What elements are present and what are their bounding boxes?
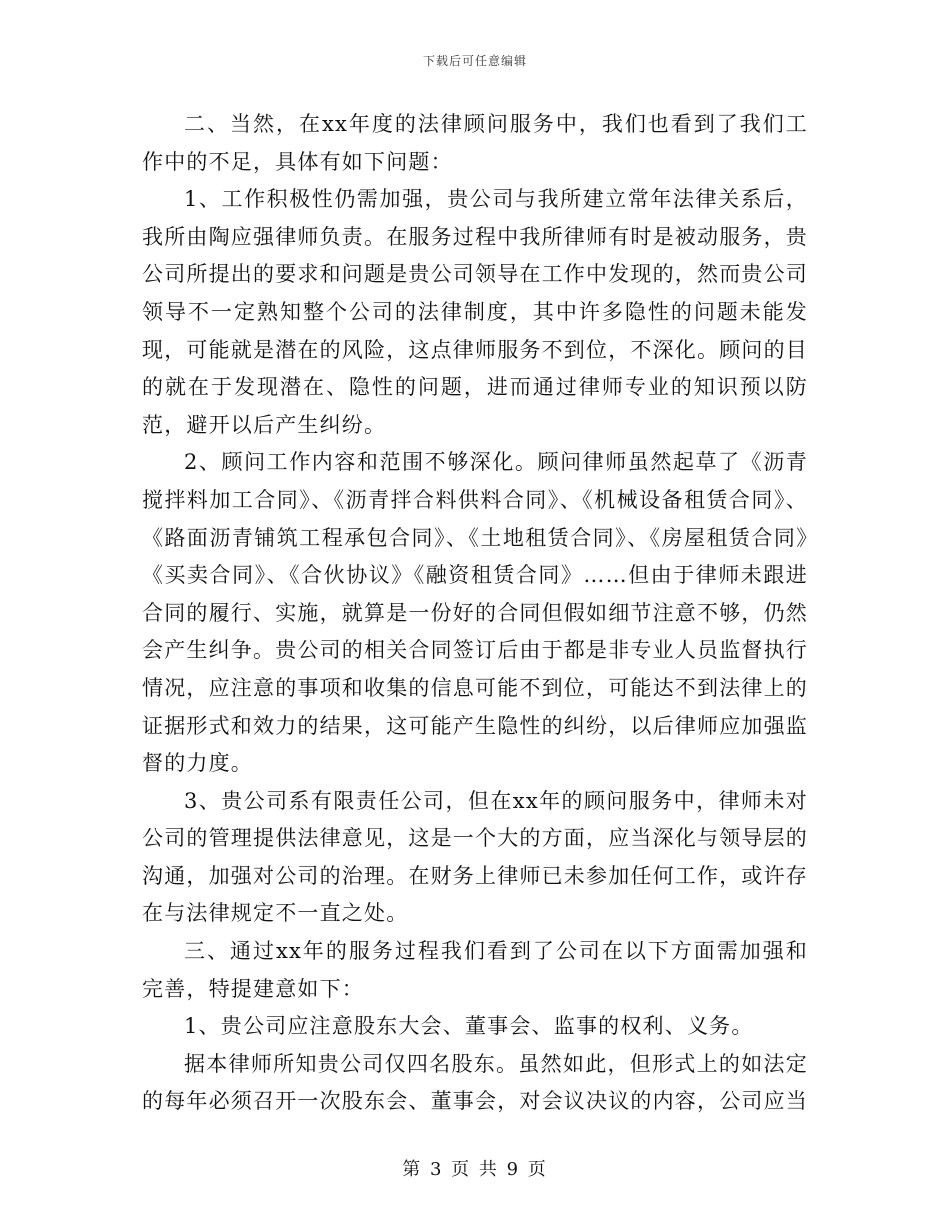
paragraph-suggestion-1: 1、贵公司应注意股东大会、董事会、监事的权利、义务。: [184, 1014, 754, 1039]
paragraph-issue-3: 3、贵公司系有限责任公司，但在xx年的顾问服务中，律师未对公司的管理提供法律意见，这是一个大的方面，应当深化与领导层的沟通，加强对公司的治理。在财务上律师已未参加任何工作，或许存在与法律规定不一直之处。: [142, 788, 808, 926]
paragraph-shareholders: 据本律师所知贵公司仅四名股东。虽然如此，但形式上的如法定的每年必须召开一次股东会、董事会，对会议决议的内容，公司应当: [142, 1051, 808, 1114]
header-note: 下载后可任意编辑: [422, 54, 527, 68]
paragraph-issue-1: 1、工作积极性仍需加强，贵公司与我所建立常年法律关系后，我所由陶应强律师负责。在服务过程中我所律师有时是被动服务，贵公司所提出的要求和问题是贵公司领导在工作中发现的，然而贵公司领导不一定熟知整个公司的法律制度，其中许多隐性的问题未能发现，可能就是潜在的风险，这点律师服务不到位，不深化。顾问的目的就在于发现潜在、隐性的问题，进而通过律师专业的知识预以防范，避开以后产生纠纷。: [142, 187, 808, 437]
paragraph-issue-2: 2、顾问工作内容和范围不够深化。顾问律师虽然起草了《沥青搅拌料加工合同》、《沥青拌合料供料合同》、《机械设备租赁合同》、《路面沥青铺筑工程承包合同》、《土地租赁合同》、《房屋租赁合同》《买卖合同》、《合伙协议》《融资租赁合同》……但由于律师未跟进合同的履行、实施，就算是一份好的合同但假如细节注意不够，仍然会产生纠争。贵公司的相关合同签订后由于都是非专业人员监督执行情况，应注意的事项和收集的信息可能不到位，可能达不到法律上的证据形式和效力的结果，这可能产生隐性的纠纷，以后律师应加强监督的力度。: [142, 450, 808, 776]
document-body: [142, 106, 808, 1121]
paragraph-section-three-intro: 三、通过xx年的服务过程我们看到了公司在以下方面需加强和完善，特提建意如下：: [142, 939, 808, 1001]
page-number-footer: 第 3 页 共 9 页: [402, 1159, 548, 1180]
paragraph-section-two-intro: 二、当然，在xx年度的法律顾问服务中，我们也看到了我们工作中的不足，具体有如下问题：: [142, 112, 808, 174]
